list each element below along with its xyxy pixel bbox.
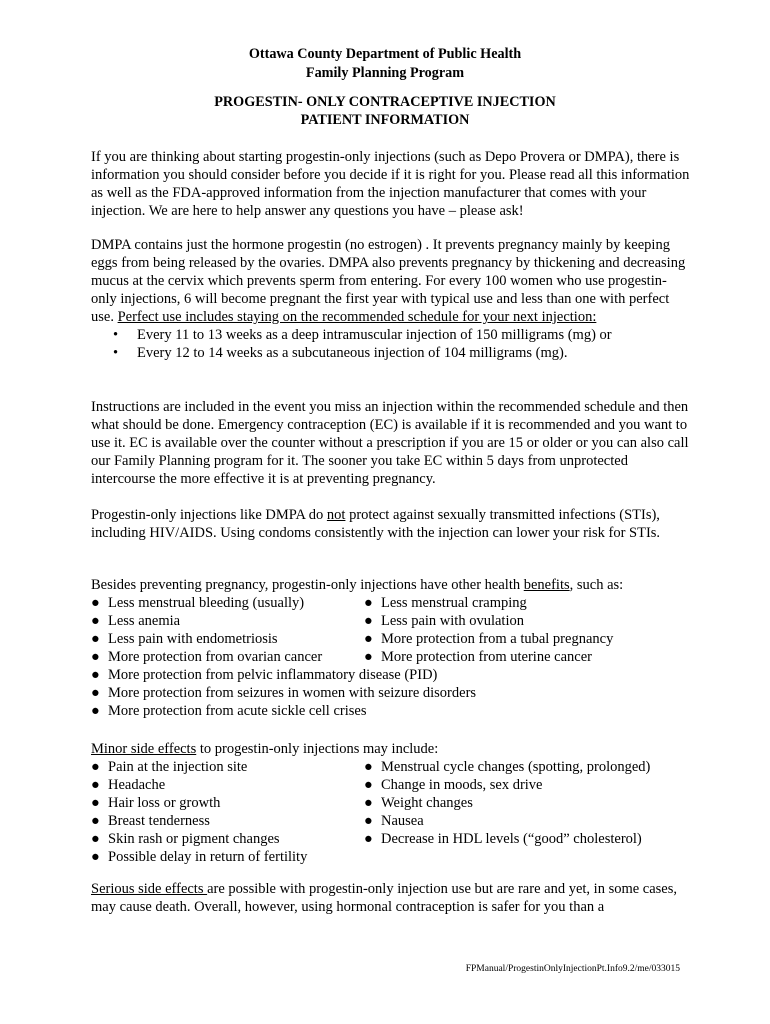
list-item: [91, 326, 691, 344]
document-title: PROGESTIN- ONLY CONTRACEPTIVE INJECTION: [214, 94, 556, 110]
bullet-icon: ●: [91, 685, 100, 701]
list-item: [364, 594, 691, 612]
bullet-icon: ●: [364, 777, 373, 793]
list-item: [364, 812, 691, 830]
instructions-paragraph: Instructions are included in the event you miss an injection within the recommended schedule and then what should be done. Emergency contraception (EC) is available if it is recommended and you want to use it. EC is available over the counter without a prescription if you are 15 or older or you can also call our Family Planning program for it. The sooner you take EC within 5 days from unprotected intercourse the more effective it is at preventing pregnancy.: [91, 399, 689, 487]
list-item: [364, 794, 691, 812]
list-item: [91, 830, 364, 848]
sti-paragraph: [91, 506, 691, 542]
bullet-icon: ●: [91, 667, 100, 683]
bullet-icon: ●: [91, 703, 100, 719]
minor-heading: Minor side effects: [91, 741, 197, 757]
list-item-text: Every 12 to 14 weeks as a subcutaneous injection of 104 milligrams (mg).: [137, 345, 568, 361]
bullet-icon: ●: [364, 831, 373, 847]
list-item-text: More protection from uterine cancer: [381, 649, 592, 665]
list-item: [91, 758, 364, 776]
serious-side-effects-paragraph: [91, 880, 691, 916]
bullet-icon: ●: [364, 595, 373, 611]
minor-heading-rest: to progestin-only injections may include:: [196, 741, 439, 757]
list-item-text: More protection from ovarian cancer: [108, 649, 323, 665]
bullet-icon: ●: [364, 649, 373, 665]
list-item: [91, 630, 364, 648]
perfect-use-text: Perfect use includes staying on the recommended schedule for your next injection:: [117, 309, 597, 325]
bullet-icon: •: [113, 345, 119, 361]
benefits-section: [91, 576, 691, 720]
benefits-intro-after: , such as:: [569, 577, 624, 593]
bullet-icon: ●: [364, 613, 373, 629]
bullet-icon: ●: [91, 613, 100, 629]
schedule-list: [91, 326, 691, 362]
not-emphasis: not: [326, 507, 346, 523]
bullet-icon: ●: [91, 813, 100, 829]
list-item-text: Weight changes: [381, 795, 473, 811]
sti-text-before: Progestin-only injections like DMPA do: [91, 507, 327, 523]
bullet-icon: ●: [91, 849, 100, 865]
list-item-text: Every 11 to 13 weeks as a deep intramuscular injection of 150 milligrams (mg) or: [137, 327, 612, 343]
dmpa-paragraph: [91, 236, 691, 326]
list-item-text: Decrease in HDL levels (“good” cholesterol): [381, 831, 642, 847]
benefits-list: [91, 594, 691, 720]
bullet-icon: ●: [91, 777, 100, 793]
list-item: [91, 812, 364, 830]
list-item: [91, 848, 691, 866]
list-item: [91, 776, 364, 794]
bullet-icon: ●: [91, 631, 100, 647]
list-item: [364, 758, 691, 776]
dmpa-section: [91, 236, 691, 362]
intro-paragraph: If you are thinking about starting progestin-only injections (such as Depo Provera or DMPA), there is information you should consider before you decide if it is right for you. Please read all this information as well as the FDA-approved information from the injection manufacturer that comes with your injection. We are here to help answer any questions you have – please ask!: [91, 149, 690, 219]
bullet-icon: ●: [364, 795, 373, 811]
list-item-text: More protection from seizures in women with seizure disorders: [108, 685, 477, 701]
list-item-text: More protection from pelvic inflammatory disease (PID): [108, 667, 438, 683]
list-item-text: Possible delay in return of fertility: [108, 849, 308, 865]
list-item: [91, 344, 691, 362]
dmpa-text: DMPA contains just the hormone progestin (no estrogen) . It prevents pregnancy mainly by keeping eggs from being released by the ovaries. DMPA also prevents pregnancy by thickening and decreasing mucus at the cervix which prevents sperm from entering. For every 100 women who use progestin-only injections, 6 will become pregnant the first year with typical use and less than one with perfect use.: [91, 237, 686, 325]
list-item-text: Pain at the injection site: [108, 759, 248, 775]
list-item-text: Skin rash or pigment changes: [108, 831, 280, 847]
list-item-text: More protection from acute sickle cell crises: [108, 703, 367, 719]
bullet-icon: ●: [364, 759, 373, 775]
list-item-text: More protection from a tubal pregnancy: [381, 631, 614, 647]
list-item-text: Menstrual cycle changes (spotting, prolonged): [381, 759, 651, 775]
document-footer-code: FPManual/ProgestinOnlyInjectionPt.Info9.2/me/033015: [465, 964, 680, 974]
list-item: [91, 648, 364, 666]
list-item-text: Less pain with endometriosis: [108, 631, 278, 647]
list-item-text: Headache: [108, 777, 166, 793]
list-item: [91, 702, 691, 720]
list-item: [91, 684, 691, 702]
document-subtitle: PATIENT INFORMATION: [300, 112, 470, 128]
bullet-icon: ●: [91, 595, 100, 611]
list-item: [364, 830, 691, 848]
list-item-text: Nausea: [381, 813, 424, 829]
benefits-word: benefits: [523, 577, 570, 593]
program-name: Family Planning Program: [305, 65, 465, 81]
bullet-icon: ●: [91, 759, 100, 775]
list-item-text: Less pain with ovulation: [381, 613, 524, 629]
bullet-icon: ●: [91, 649, 100, 665]
benefits-intro: [91, 576, 691, 594]
list-item: [91, 612, 364, 630]
list-item-text: Less anemia: [108, 613, 181, 629]
list-item: [364, 612, 691, 630]
minor-side-effects-section: [91, 740, 691, 866]
sti-text-after: protect against sexually transmitted infections (STIs), including HIV/AIDS. Using condoms consistently with the injection can lower your risk for STIs.: [91, 507, 661, 541]
list-item-text: Hair loss or growth: [108, 795, 221, 811]
benefits-intro-before: Besides preventing pregnancy, progestin-only injections have other health: [91, 577, 524, 593]
serious-heading: Serious side effects: [91, 881, 208, 897]
list-item: [91, 594, 364, 612]
list-item-text: Change in moods, sex drive: [381, 777, 543, 793]
bullet-icon: ●: [91, 831, 100, 847]
list-item: [364, 776, 691, 794]
list-item: [364, 630, 691, 648]
bullet-icon: •: [113, 327, 119, 343]
org-name: Ottawa County Department of Public Health: [248, 46, 522, 62]
list-item: [364, 648, 691, 666]
bullet-icon: ●: [364, 631, 373, 647]
minor-intro: [91, 740, 691, 758]
list-item-text: Breast tenderness: [108, 813, 210, 829]
list-item-text: Less menstrual cramping: [381, 595, 527, 611]
list-item-text: Less menstrual bleeding (usually): [108, 595, 305, 611]
bullet-icon: ●: [91, 795, 100, 811]
list-item: [91, 666, 691, 684]
serious-text: are possible with progestin-only injection use but are rare and yet, in some cases, may cause death. Overall, however, using hormonal contraception is safer for you than a: [91, 881, 678, 915]
minor-list: [91, 758, 691, 866]
list-item: [91, 794, 364, 812]
bullet-icon: ●: [364, 813, 373, 829]
